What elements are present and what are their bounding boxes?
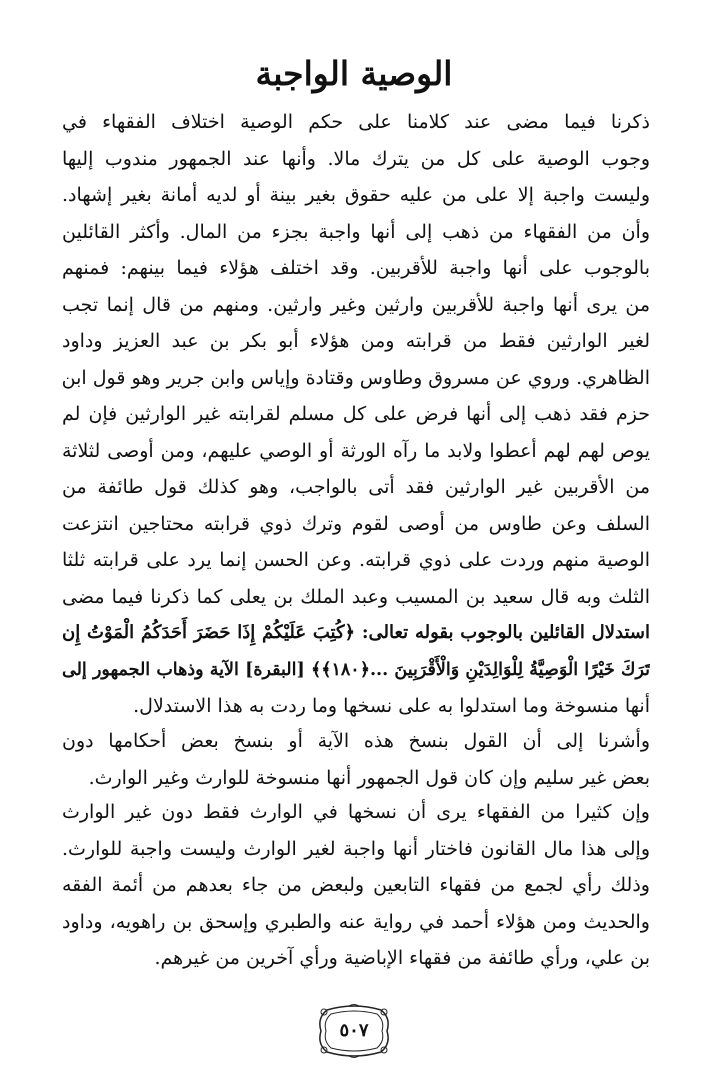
- page-number-frame: [313, 1002, 395, 1060]
- page-number: ٥٠٧: [339, 1020, 369, 1041]
- text-line: يوص لهم لهم أعطوا ولابد ما رآه الورثة أو الوصي عليهم، ومن أوصى لثلاثة: [62, 439, 650, 462]
- text-line: حزم فقد ذهب إلى أنها فرض على كل مسلم لقرابته غير الوارثين فإن لم: [62, 403, 650, 425]
- paragraph-3: [62, 794, 650, 977]
- paragraph-1: [62, 104, 650, 725]
- text-line: وأن من الفقهاء من ذهب إلى أنها واجبة بجزء من المال. وأكثر القائلين: [62, 220, 650, 243]
- text-line: السلف وعن طاوس من أوصى لقوم وترك ذوي قرابته محتاجين انتزعت: [62, 512, 650, 535]
- text-line: بن علي، ورأي طائفة من فقهاء الإباضية ورأي آخرين من غيرهم.: [154, 947, 650, 969]
- paragraph-2: [62, 723, 650, 796]
- text-line: وأشرنا إلى أن القول بنسخ هذه الآية أو بنسخ بعض أحكامها دون: [62, 730, 650, 752]
- text-line: بالوجوب على أنها واجبة للأقربين. وقد اختلف هؤلاء فيما بينهم: فمنهم: [62, 257, 650, 279]
- text-line: من يرى أنها واجبة للأقربين وارثين وغير وارثين. ومنهم من قال إنما تجب: [62, 293, 650, 316]
- text-line: والحديث ومن هؤلاء أحمد في رواية عنه والطبري وإسحق بن راهويه، وداود: [62, 910, 650, 933]
- text-line: الوصية منهم وردت على ذوي قرابته. وعن الحسن إنما يرد على قرابته ثلثا: [62, 549, 650, 571]
- text-line: الظاهري. وروي عن مسروق وطاوس وقتادة وإياس وابن جرير وهو قول ابن: [62, 366, 650, 389]
- text-line: وإن كثيرا من الفقهاء يرى أن نسخها في الوارث فقط دون غير الوارث: [62, 801, 650, 823]
- text-line: وجوب الوصية على كل من يترك مالا. وأنها عند الجمهور مندوب إليها: [62, 147, 650, 170]
- text-line: وليست واجبة إلا على من عليه حقوق بغير بينة أو لديه أمانة بغير إشهاد.: [62, 184, 650, 206]
- text-line: ذكرنا فيما مضى عند كلامنا على حكم الوصية اختلاف الفقهاء في: [62, 111, 650, 133]
- quran-verse-line: استدلال القائلين بالوجوب بقوله تعالى: ﴿كُتِبَ عَلَيْكُمْ إِذَا حَضَرَ أَحَدَكُمُ الْمَوْتُ إِن: [62, 622, 650, 643]
- text-line: من الأقربين غير الوارثين فقد أتى بالواجب، وهو كذلك قول طائفة من: [62, 476, 650, 498]
- quran-verse-line: تَرَكَ خَيْرًا الْوَصِيَّةُ لِلْوَالِدَيْنِ وَالْأَقْرَبِينَ ...﴿١٨٠﴾﴾ [البقرة] الآية وذهاب الجمهور إلى: [62, 659, 650, 680]
- text-line: بعض غير سليم وإن كان قول الجمهور أنها منسوخة للوارث وغير الوارث.: [88, 766, 650, 789]
- text-line: وذلك رأي لجمع من فقهاء التابعين ولبعض من جاء بعدهم من أئمة الفقه: [62, 874, 650, 896]
- text-line: لغير الوارثين فقط من قرابته ومن هؤلاء أبو بكر بن عبد العزيز وداود: [62, 330, 650, 352]
- page-title: الوصية الواجبة: [255, 54, 453, 93]
- text-line: وإلى هذا مال القانون فاختار أنها واجبة لغير الوارث وليست واجبة للوارث.: [62, 837, 650, 860]
- text-line: أنها منسوخة وما استدلوا به على نسخها وما ردت به هذا الاستدلال.: [133, 695, 650, 717]
- text-line: الثلث وبه قال سعيد بن المسيب وعبد الملك بن يعلى كما ذكرنا فيما مضى: [62, 585, 650, 608]
